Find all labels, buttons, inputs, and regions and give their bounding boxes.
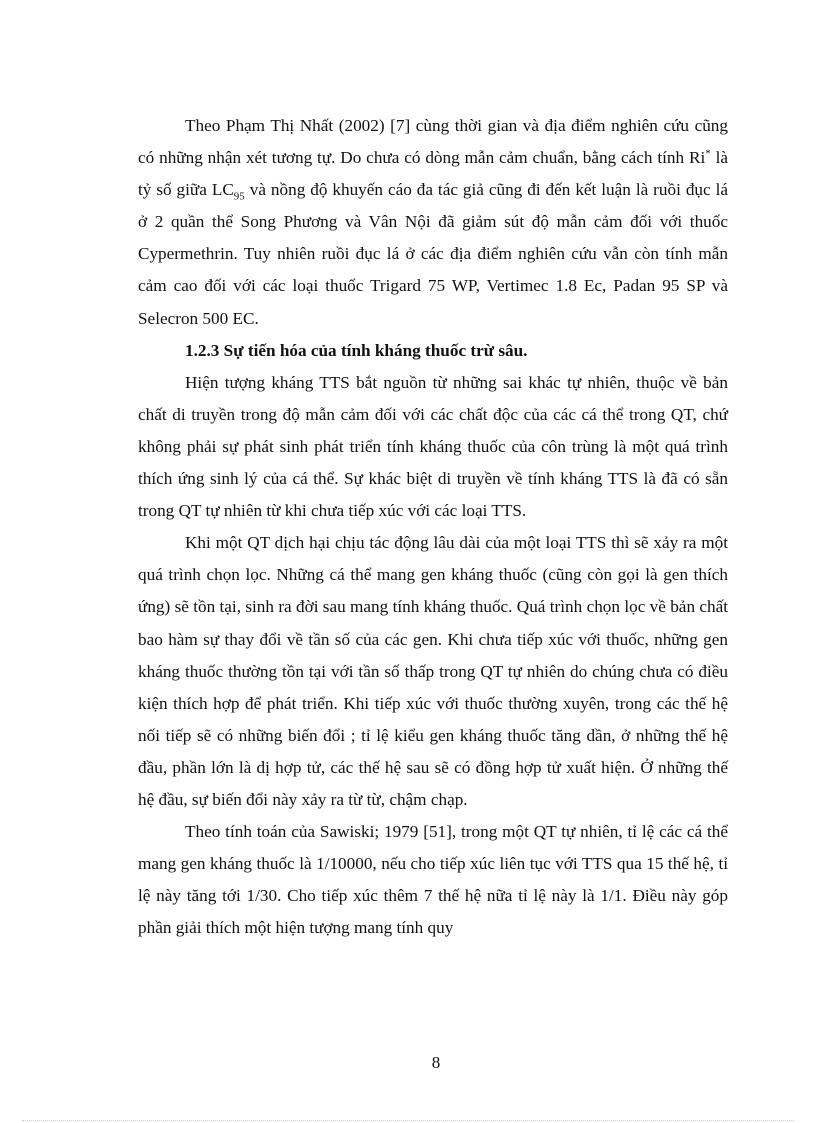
paragraph-2: Hiện tượng kháng TTS bắt nguồn từ những sai khác tự nhiên, thuộc về bản chất di truyền trong độ mẫn cảm đối với các chất độc của các cá thể trong QT, chứ không phải sự phát sinh phát triển tính kháng thuốc của côn trùng là một quá trình thích ứng sinh lý của cá thể. Sự khác biệt di truyền về tính kháng TTS là đã có sẵn trong QT tự nhiên từ khi chưa tiếp xúc với các loại TTS. (138, 372, 728, 521)
section-heading: 1.2.3 Sự tiến hóa của tính kháng thuốc trừ sâu. (185, 340, 528, 360)
paragraph-1 (138, 110, 728, 335)
paragraph-1-text-c: và nồng độ khuyến cáo đa tác giả cũng đi đến kết luận là ruồi đục lá ở 2 quần thể Song Phương và Vân Nội đã giảm sút độ mẫn cảm đối với thuốc Cypermethrin. Tuy nhiên ruồi đục lá ở các địa điểm nghiên cứu vẫn còn tính mẫn cảm cao đối với các loại thuốc Trigard 75 WP, Vertimec 1.8 Ec, Padan 95 SP và Selecron 500 EC. (138, 180, 728, 328)
page-bottom-divider (22, 1120, 794, 1121)
paragraph-1-text-a: Theo Phạm Thị Nhất (2002) [7] cùng thời gian và địa điểm nghiên cứu cũng có những nhận xét tương tự. Do chưa có dòng mẫn cảm chuẩn, bằng cách tính Ri (138, 116, 728, 168)
paragraph-3: Khi một QT dịch hại chịu tác động lâu dài của một loại TTS thì sẽ xảy ra một quá trình chọn lọc. Những cá thể mang gen kháng thuốc (cũng còn gọi là gen thích ứng) sẽ tồn tại, sinh ra đời sau mang tính kháng thuốc. Quá trình chọn lọc về bản chất bao hàm sự thay đổi về tần số của các gen. Khi chưa tiếp xúc với thuốc, những gen kháng thuốc thường tồn tại với tần số thấp trong QT tự nhiên do chúng chưa có điều kiện thích hợp để phát triển. Khi tiếp xúc với thuốc thường xuyên, trong các thế hệ nối tiếp sẽ có những biến đổi ; tỉ lệ kiểu gen kháng thuốc tăng dần, ở những thế hệ đầu, phần lớn là dị hợp tử, các thế hệ sau sẽ có đồng hợp tử xuất hiện. Ở những thế hệ đầu, sự biến đổi này xảy ra từ từ, chậm chạp. (138, 533, 728, 809)
paragraph-4: Theo tính toán của Sawiski; 1979 [51], trong một QT tự nhiên, tỉ lệ các cá thể mang gen kháng thuốc là 1/10000, nếu cho tiếp xúc liên tục với TTS qua 15 thế hệ, tỉ lệ này tăng tới 1/30. Cho tiếp xúc thêm 7 thế hệ nữa tỉ lệ này là 1/1. Điều này góp phần giải thích một hiện tượng mang tính quy (138, 822, 728, 938)
subscript-95: 95 (233, 190, 245, 203)
superscript-asterisk: * (705, 147, 711, 160)
paragraph-1-text-b: là tỷ số giữa LC (138, 148, 729, 200)
body-text (138, 110, 728, 944)
page-number: 8 (431, 1053, 441, 1072)
